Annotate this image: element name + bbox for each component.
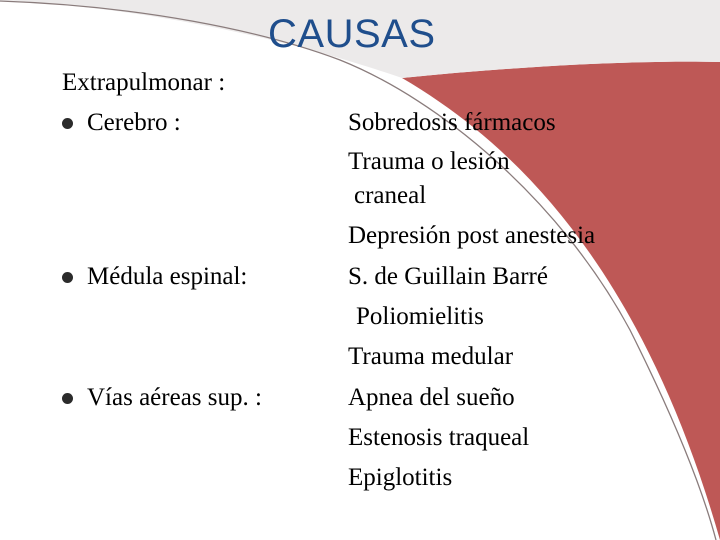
- category-label: Cerebro :: [87, 109, 181, 136]
- bullet-icon: [62, 118, 73, 129]
- cause-item: Depresión post anestesia: [348, 222, 596, 249]
- cause-item: craneal: [354, 182, 427, 209]
- cause-item: S. de Guillain Barré: [348, 263, 548, 290]
- cause-item: Trauma medular: [348, 343, 514, 370]
- slide-title: CAUSAS: [268, 12, 436, 56]
- cause-item: Apnea del sueño: [348, 384, 515, 411]
- cause-item: Trauma o lesión: [348, 148, 510, 175]
- cause-item: Epiglotitis: [348, 464, 453, 491]
- bullet-icon: [62, 393, 73, 404]
- bullet-icon: [62, 272, 73, 283]
- section-heading: Extrapulmonar :: [62, 69, 226, 96]
- category-label: Médula espinal:: [87, 263, 248, 290]
- causes-list: [348, 0, 708, 540]
- category-list: [62, 0, 342, 540]
- category-label: Vías aéreas sup. :: [87, 384, 262, 411]
- category-item-cerebro: [62, 108, 181, 138]
- cause-item: Sobredosis fármacos: [348, 109, 556, 136]
- category-item-vias-aereas: [62, 383, 262, 413]
- cause-item: Poliomielitis: [356, 303, 484, 330]
- category-item-medula: [62, 262, 247, 292]
- cause-item: Estenosis traqueal: [348, 424, 530, 451]
